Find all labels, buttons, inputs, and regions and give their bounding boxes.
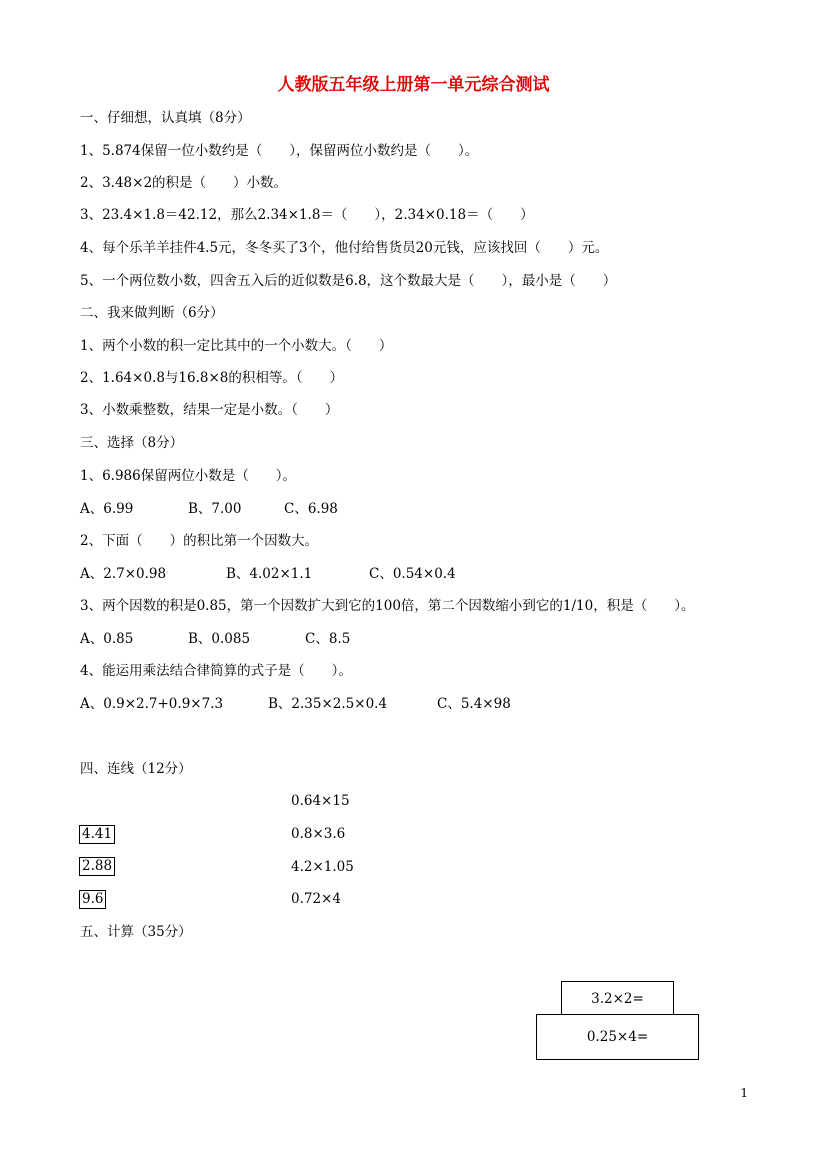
s3-q2-option-a: A、2.7×0.98 [80, 566, 167, 582]
s3-q4-option-c: C、5.4×98 [437, 696, 511, 712]
page-number: 1 [740, 1086, 748, 1100]
match-right-4: 0.72×4 [291, 891, 341, 907]
s2-question-1: 1、两个小数的积一定比其中的一个小数大。（ ） [80, 338, 393, 354]
s3-q1-option-b: B、7.00 [188, 501, 242, 517]
match-right-2: 0.8×3.6 [291, 826, 346, 842]
s2-question-3: 3、小数乘整数，结果一定是小数。（ ） [80, 402, 339, 418]
s3-q3-option-c: C、8.5 [305, 631, 351, 647]
section-4-heading: 四、连线（12分） [80, 761, 192, 777]
s3-question-1: 1、6.986保留两位小数是（ ）。 [80, 468, 296, 484]
calc-box-1-text: 3.2×2= [591, 990, 644, 1007]
section-5-heading: 五、计算（35分） [80, 924, 192, 940]
match-right-1: 0.64×15 [291, 793, 350, 809]
match-right-3: 4.2×1.05 [291, 859, 354, 875]
calc-box-2-text: 0.25×4= [586, 1029, 649, 1045]
s1-question-5: 5、一个两位数小数，四舍五入后的近似数是6.8，这个数最大是（ ），最小是（ ） [80, 273, 617, 289]
section-1-heading: 一、仔细想，认真填（8分） [80, 110, 251, 126]
s3-question-4: 4、能运用乘法结合律简算的式子是（ ）。 [80, 663, 352, 679]
section-2-heading: 二、我来做判断（6分） [80, 305, 224, 321]
match-left-3: 9.6 [79, 890, 106, 909]
s3-question-2: 2、下面（ ）的积比第一个因数大。 [80, 533, 319, 549]
s3-q3-option-b: B、0.085 [188, 631, 251, 647]
s1-question-2: 2、3.48×2的积是（ ）小数。 [80, 175, 288, 191]
s3-q3-option-a: A、0.85 [80, 631, 134, 647]
s3-q2-option-b: B、4.02×1.1 [226, 566, 313, 582]
calc-box-2 [536, 1014, 699, 1060]
match-left-2: 2.88 [79, 857, 115, 876]
section-3-heading: 三、选择（8分） [80, 435, 184, 451]
s1-question-1: 1、5.874保留一位小数约是（ ），保留两位小数约是（ ）。 [80, 143, 479, 159]
calc-box-1 [561, 981, 674, 1016]
s3-q4-option-a: A、0.9×2.7+0.9×7.3 [80, 696, 224, 712]
s1-question-3: 3、23.4×1.8＝42.12，那么2.34×1.8＝（ ），2.34×0.18＝（ ） [80, 207, 534, 223]
s3-q2-option-c: C、0.54×0.4 [369, 566, 456, 582]
s1-question-4: 4、每个乐羊羊挂件4.5元，冬冬买了3个，他付给售货员20元钱，应该找回（ ）元。 [80, 240, 609, 256]
s3-q1-option-c: C、6.98 [284, 501, 338, 517]
s3-question-3: 3、两个因数的积是0.85，第一个因数扩大到它的100倍，第二个因数缩小到它的1/10，积是（ ）。 [80, 598, 695, 614]
s2-question-2: 2、1.64×0.8与16.8×8的积相等。（ ） [80, 370, 344, 386]
match-left-1: 4.41 [79, 825, 115, 844]
page-title: 人教版五年级上册第一单元综合测试 [277, 75, 550, 95]
s3-q1-option-a: A、6.99 [80, 501, 134, 517]
s3-q4-option-b: B、2.35×2.5×0.4 [268, 696, 388, 712]
